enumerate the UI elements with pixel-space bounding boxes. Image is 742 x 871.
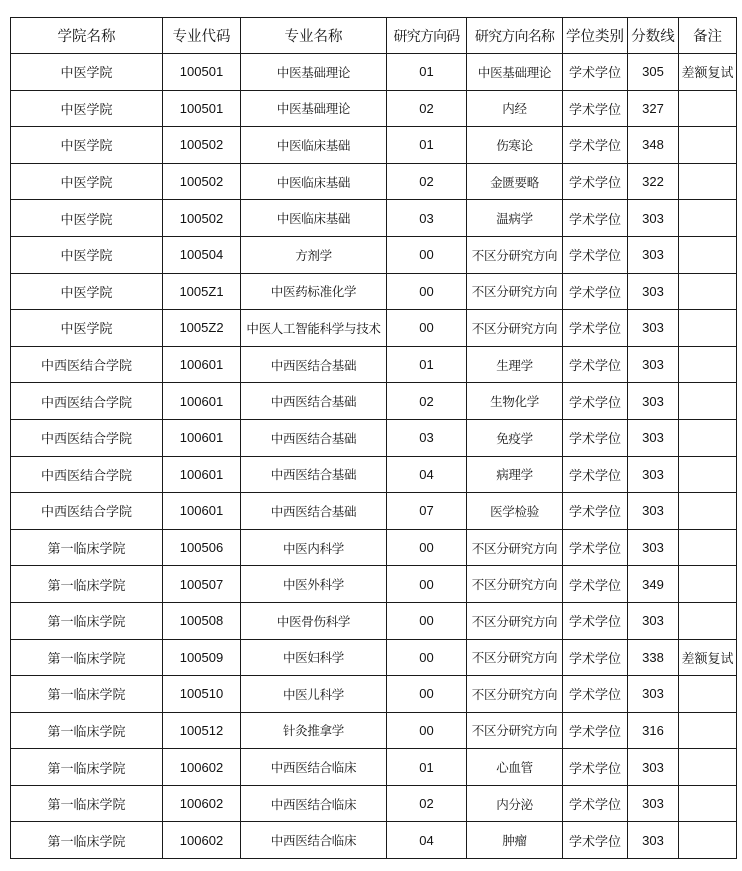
cell-direction-name: 伤寒论 [467, 127, 563, 164]
header-direction-code: 研究方向码 [387, 18, 467, 54]
table-wrapper [10, 17, 737, 859]
table-row [11, 639, 737, 676]
cell-direction-name: 金匮要略 [467, 163, 563, 200]
cell-major-code: 1005Z2 [163, 310, 241, 347]
cell-direction-code: 02 [387, 785, 467, 822]
cell-score: 305 [628, 54, 679, 91]
cell-note: 差额复试 [679, 639, 737, 676]
cell-major-code: 100502 [163, 127, 241, 164]
cell-direction-name: 生物化学 [467, 383, 563, 420]
cell-note [679, 785, 737, 822]
cell-direction-code: 00 [387, 236, 467, 273]
cell-direction-code: 02 [387, 163, 467, 200]
cell-college: 中西医结合学院 [11, 419, 163, 456]
cell-major-code: 100512 [163, 712, 241, 749]
cell-score: 303 [628, 529, 679, 566]
cell-score: 322 [628, 163, 679, 200]
cell-college: 第一临床学院 [11, 602, 163, 639]
table-row [11, 90, 737, 127]
table-row [11, 529, 737, 566]
table-row [11, 785, 737, 822]
cell-note [679, 163, 737, 200]
cell-college: 中医学院 [11, 200, 163, 237]
score-table [10, 17, 737, 859]
cell-note [679, 236, 737, 273]
table-row [11, 383, 737, 420]
header-degree-type: 学位类别 [563, 18, 628, 54]
cell-degree-type: 学术学位 [563, 163, 628, 200]
cell-degree-type: 学术学位 [563, 200, 628, 237]
cell-major-name: 中医妇科学 [241, 639, 387, 676]
cell-score: 303 [628, 310, 679, 347]
table-row [11, 310, 737, 347]
cell-score: 338 [628, 639, 679, 676]
cell-major-name: 中西医结合基础 [241, 493, 387, 530]
cell-direction-name: 免疫学 [467, 419, 563, 456]
cell-direction-code: 00 [387, 712, 467, 749]
cell-note [679, 712, 737, 749]
cell-direction-name: 不区分研究方向 [467, 712, 563, 749]
header-major-name: 专业名称 [241, 18, 387, 54]
table-row [11, 273, 737, 310]
cell-degree-type: 学术学位 [563, 383, 628, 420]
cell-degree-type: 学术学位 [563, 602, 628, 639]
cell-direction-name: 心血管 [467, 749, 563, 786]
cell-major-name: 中医人工智能科学与技术 [241, 310, 387, 347]
header-major-code: 专业代码 [163, 18, 241, 54]
cell-note [679, 200, 737, 237]
cell-major-name: 中西医结合临床 [241, 822, 387, 859]
cell-college: 中西医结合学院 [11, 493, 163, 530]
cell-degree-type: 学术学位 [563, 566, 628, 603]
cell-major-name: 中西医结合基础 [241, 456, 387, 493]
cell-score: 303 [628, 383, 679, 420]
cell-direction-name: 病理学 [467, 456, 563, 493]
cell-degree-type: 学术学位 [563, 639, 628, 676]
cell-direction-name: 中医基础理论 [467, 54, 563, 91]
cell-direction-code: 01 [387, 54, 467, 91]
table-row [11, 456, 737, 493]
cell-major-name: 中西医结合基础 [241, 346, 387, 383]
table-row [11, 236, 737, 273]
cell-note [679, 749, 737, 786]
cell-note [679, 90, 737, 127]
table-body [11, 54, 737, 859]
table-row [11, 493, 737, 530]
cell-major-name: 中医临床基础 [241, 163, 387, 200]
cell-degree-type: 学术学位 [563, 676, 628, 713]
cell-major-name: 方剂学 [241, 236, 387, 273]
cell-degree-type: 学术学位 [563, 346, 628, 383]
cell-note: 差额复试 [679, 54, 737, 91]
cell-direction-code: 04 [387, 822, 467, 859]
cell-score: 303 [628, 676, 679, 713]
cell-note [679, 822, 737, 859]
cell-major-code: 100508 [163, 602, 241, 639]
cell-direction-code: 02 [387, 90, 467, 127]
cell-score: 303 [628, 602, 679, 639]
table-row [11, 602, 737, 639]
cell-note [679, 419, 737, 456]
cell-major-name: 中医临床基础 [241, 200, 387, 237]
cell-college: 中西医结合学院 [11, 383, 163, 420]
cell-direction-code: 01 [387, 749, 467, 786]
cell-major-code: 100509 [163, 639, 241, 676]
cell-major-code: 100510 [163, 676, 241, 713]
cell-direction-code: 00 [387, 273, 467, 310]
cell-score: 303 [628, 236, 679, 273]
cell-major-code: 100602 [163, 822, 241, 859]
cell-degree-type: 学术学位 [563, 54, 628, 91]
cell-direction-code: 00 [387, 602, 467, 639]
cell-college: 中西医结合学院 [11, 456, 163, 493]
cell-major-name: 中西医结合临床 [241, 749, 387, 786]
cell-direction-name: 不区分研究方向 [467, 236, 563, 273]
cell-direction-name: 医学检验 [467, 493, 563, 530]
cell-direction-code: 02 [387, 383, 467, 420]
header-college: 学院名称 [11, 18, 163, 54]
cell-degree-type: 学术学位 [563, 310, 628, 347]
cell-degree-type: 学术学位 [563, 456, 628, 493]
cell-score: 303 [628, 273, 679, 310]
cell-college: 中医学院 [11, 310, 163, 347]
cell-direction-name: 内经 [467, 90, 563, 127]
cell-direction-code: 04 [387, 456, 467, 493]
cell-college: 第一临床学院 [11, 529, 163, 566]
cell-score: 303 [628, 493, 679, 530]
table-row [11, 419, 737, 456]
cell-direction-code: 00 [387, 676, 467, 713]
cell-college: 第一临床学院 [11, 822, 163, 859]
cell-college: 中医学院 [11, 273, 163, 310]
table-row [11, 127, 737, 164]
cell-direction-name: 不区分研究方向 [467, 676, 563, 713]
cell-note [679, 493, 737, 530]
cell-college: 中医学院 [11, 163, 163, 200]
table-row [11, 566, 737, 603]
cell-major-code: 100501 [163, 54, 241, 91]
cell-direction-code: 03 [387, 419, 467, 456]
cell-college: 中医学院 [11, 236, 163, 273]
cell-degree-type: 学术学位 [563, 822, 628, 859]
cell-note [679, 529, 737, 566]
cell-major-code: 100601 [163, 493, 241, 530]
cell-major-name: 中医骨伤科学 [241, 602, 387, 639]
cell-major-code: 100602 [163, 749, 241, 786]
cell-direction-name: 生理学 [467, 346, 563, 383]
cell-direction-code: 01 [387, 346, 467, 383]
header-note: 备注 [679, 18, 737, 54]
cell-major-code: 100601 [163, 419, 241, 456]
cell-note [679, 273, 737, 310]
cell-degree-type: 学术学位 [563, 236, 628, 273]
header-direction-name: 研究方向名称 [467, 18, 563, 54]
cell-college: 中西医结合学院 [11, 346, 163, 383]
cell-major-code: 100602 [163, 785, 241, 822]
cell-direction-code: 00 [387, 566, 467, 603]
cell-college: 第一临床学院 [11, 639, 163, 676]
cell-college: 中医学院 [11, 90, 163, 127]
cell-major-code: 100501 [163, 90, 241, 127]
cell-major-code: 100502 [163, 200, 241, 237]
cell-direction-name: 不区分研究方向 [467, 273, 563, 310]
cell-major-name: 中西医结合基础 [241, 419, 387, 456]
cell-degree-type: 学术学位 [563, 493, 628, 530]
cell-direction-name: 内分泌 [467, 785, 563, 822]
cell-direction-code: 00 [387, 529, 467, 566]
cell-score: 303 [628, 822, 679, 859]
cell-major-name: 针灸推拿学 [241, 712, 387, 749]
cell-direction-code: 03 [387, 200, 467, 237]
cell-score: 348 [628, 127, 679, 164]
cell-score: 303 [628, 456, 679, 493]
cell-college: 第一临床学院 [11, 712, 163, 749]
cell-score: 303 [628, 200, 679, 237]
cell-direction-code: 00 [387, 639, 467, 676]
cell-note [679, 456, 737, 493]
cell-degree-type: 学术学位 [563, 127, 628, 164]
cell-note [679, 383, 737, 420]
cell-degree-type: 学术学位 [563, 712, 628, 749]
cell-score: 316 [628, 712, 679, 749]
cell-direction-name: 不区分研究方向 [467, 310, 563, 347]
header-row [11, 18, 737, 54]
table-row [11, 163, 737, 200]
cell-note [679, 310, 737, 347]
cell-note [679, 566, 737, 603]
table-row [11, 346, 737, 383]
cell-major-code: 100506 [163, 529, 241, 566]
cell-direction-name: 不区分研究方向 [467, 566, 563, 603]
cell-major-name: 中医基础理论 [241, 90, 387, 127]
table-row [11, 712, 737, 749]
cell-major-code: 100601 [163, 346, 241, 383]
cell-score: 327 [628, 90, 679, 127]
cell-score: 303 [628, 419, 679, 456]
cell-major-name: 中医外科学 [241, 566, 387, 603]
cell-note [679, 676, 737, 713]
cell-major-name: 中西医结合基础 [241, 383, 387, 420]
cell-score: 349 [628, 566, 679, 603]
cell-major-code: 100507 [163, 566, 241, 603]
cell-major-code: 100504 [163, 236, 241, 273]
cell-score: 303 [628, 785, 679, 822]
cell-major-code: 100601 [163, 383, 241, 420]
cell-major-name: 中医临床基础 [241, 127, 387, 164]
cell-college: 第一临床学院 [11, 785, 163, 822]
cell-major-code: 100601 [163, 456, 241, 493]
cell-degree-type: 学术学位 [563, 273, 628, 310]
cell-college: 中医学院 [11, 127, 163, 164]
cell-degree-type: 学术学位 [563, 419, 628, 456]
cell-direction-code: 01 [387, 127, 467, 164]
cell-note [679, 602, 737, 639]
cell-degree-type: 学术学位 [563, 529, 628, 566]
header-score: 分数线 [628, 18, 679, 54]
cell-major-name: 中医药标准化学 [241, 273, 387, 310]
cell-direction-name: 不区分研究方向 [467, 529, 563, 566]
table-row [11, 676, 737, 713]
cell-college: 第一临床学院 [11, 566, 163, 603]
cell-college: 第一临床学院 [11, 676, 163, 713]
cell-score: 303 [628, 346, 679, 383]
cell-note [679, 127, 737, 164]
cell-note [679, 346, 737, 383]
cell-direction-name: 不区分研究方向 [467, 602, 563, 639]
cell-major-name: 中西医结合临床 [241, 785, 387, 822]
cell-degree-type: 学术学位 [563, 90, 628, 127]
cell-direction-name: 温病学 [467, 200, 563, 237]
table-row [11, 822, 737, 859]
cell-major-name: 中医基础理论 [241, 54, 387, 91]
cell-score: 303 [628, 749, 679, 786]
cell-college: 中医学院 [11, 54, 163, 91]
cell-major-code: 100502 [163, 163, 241, 200]
cell-major-name: 中医内科学 [241, 529, 387, 566]
cell-direction-code: 00 [387, 310, 467, 347]
cell-major-name: 中医儿科学 [241, 676, 387, 713]
table-row [11, 749, 737, 786]
cell-degree-type: 学术学位 [563, 785, 628, 822]
cell-direction-name: 肿瘤 [467, 822, 563, 859]
table-row [11, 200, 737, 237]
cell-major-code: 1005Z1 [163, 273, 241, 310]
cell-direction-code: 07 [387, 493, 467, 530]
cell-direction-name: 不区分研究方向 [467, 639, 563, 676]
cell-college: 第一临床学院 [11, 749, 163, 786]
cell-degree-type: 学术学位 [563, 749, 628, 786]
table-row [11, 54, 737, 91]
